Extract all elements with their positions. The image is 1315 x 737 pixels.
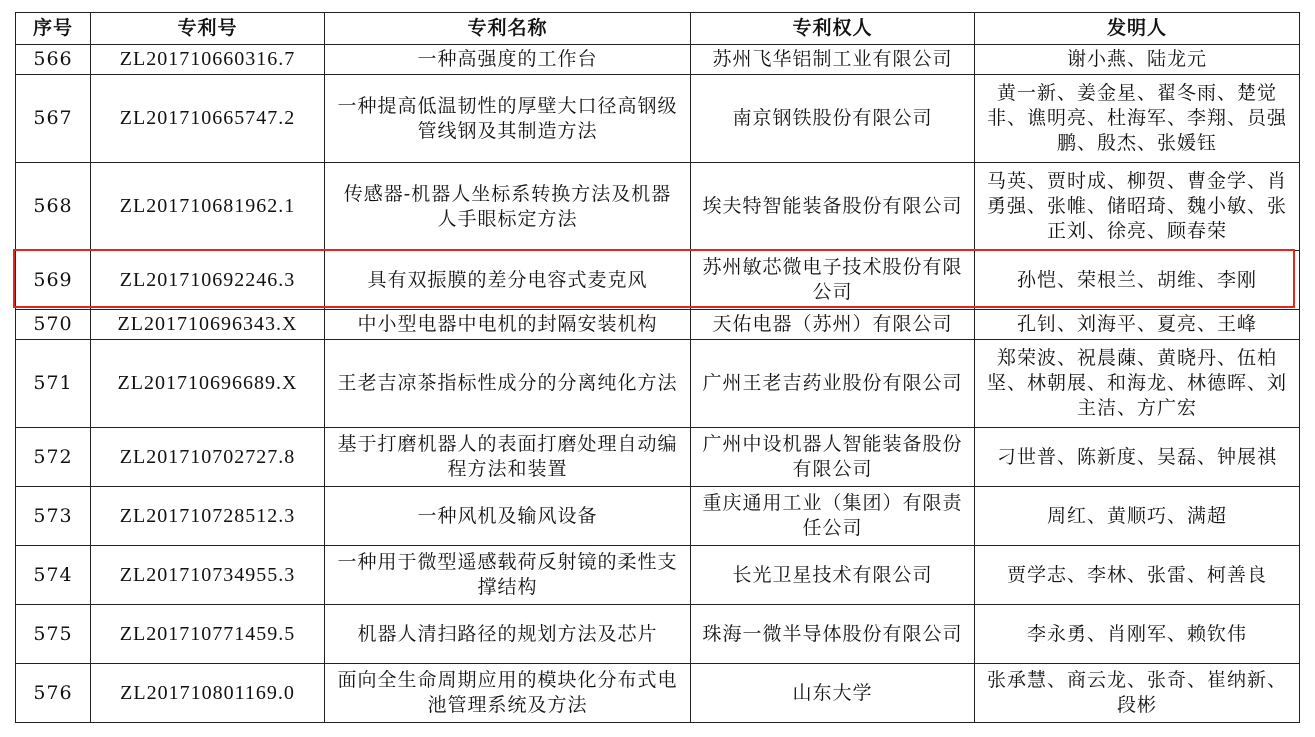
table-row: [16, 487, 1300, 546]
row-patent-owner: 长光卫星技术有限公司: [691, 546, 975, 605]
header-patent-number: 专利号: [91, 13, 325, 45]
row-patent-number: ZL201710801169.0: [91, 664, 325, 723]
row-patent-owner: 苏州飞华铝制工业有限公司: [691, 45, 975, 75]
row-patent-number: ZL201710681962.1: [91, 163, 325, 251]
row-patent-title: 具有双振膜的差分电容式麦克风: [325, 251, 691, 310]
header-patent-owner: 专利权人: [691, 13, 975, 45]
row-patent-title: 一种提高低温韧性的厚壁大口径高钢级管线钢及其制造方法: [325, 75, 691, 163]
row-index: 569: [16, 251, 91, 310]
row-patent-title: 一种用于微型遥感载荷反射镜的柔性支撑结构: [325, 546, 691, 605]
row-index: 574: [16, 546, 91, 605]
row-index: 568: [16, 163, 91, 251]
row-inventors: 刁世普、陈新度、吴磊、钟展祺: [975, 428, 1300, 487]
header-index: 序号: [16, 13, 91, 45]
table-row: [16, 428, 1300, 487]
table-row: [16, 546, 1300, 605]
row-patent-owner: 天佑电器（苏州）有限公司: [691, 310, 975, 340]
row-patent-title: 传感器-机器人坐标系转换方法及机器人手眼标定方法: [325, 163, 691, 251]
row-patent-title: 一种风机及输风设备: [325, 487, 691, 546]
table-row: [16, 605, 1300, 664]
row-inventors: 张承慧、商云龙、张奇、崔纳新、段彬: [975, 664, 1300, 723]
row-index: 575: [16, 605, 91, 664]
row-patent-number: ZL201710702727.8: [91, 428, 325, 487]
table-row: [16, 310, 1300, 340]
row-patent-title: 中小型电器中电机的封隔安装机构: [325, 310, 691, 340]
row-patent-number: ZL201710728512.3: [91, 487, 325, 546]
row-index: 573: [16, 487, 91, 546]
row-patent-owner: 山东大学: [691, 664, 975, 723]
row-patent-number: ZL201710734955.3: [91, 546, 325, 605]
row-patent-title: 机器人清扫路径的规划方法及芯片: [325, 605, 691, 664]
row-inventors: 谢小燕、陆龙元: [975, 45, 1300, 75]
row-index: 566: [16, 45, 91, 75]
row-index: 567: [16, 75, 91, 163]
row-inventors: 孙恺、荣根兰、胡维、李刚: [975, 251, 1300, 310]
row-inventors: 黄一新、姜金星、翟冬雨、楚觉非、谯明亮、杜海军、李翔、员强鹏、殷杰、张媛钰: [975, 75, 1300, 163]
header-row: [16, 13, 1300, 45]
row-patent-number: ZL201710696689.X: [91, 340, 325, 428]
row-index: 570: [16, 310, 91, 340]
row-index: 576: [16, 664, 91, 723]
row-index: 572: [16, 428, 91, 487]
row-patent-number: ZL201710771459.5: [91, 605, 325, 664]
row-patent-number: ZL201710665747.2: [91, 75, 325, 163]
row-patent-number: ZL201710696343.X: [91, 310, 325, 340]
table-row: [16, 664, 1300, 723]
row-patent-title: 基于打磨机器人的表面打磨处理自动编程方法和装置: [325, 428, 691, 487]
table-row: [16, 45, 1300, 75]
table-row: [16, 340, 1300, 428]
row-inventors: 郑荣波、祝晨蔯、黄晓丹、伍柏坚、林朝展、和海龙、林德晖、刘主洁、方广宏: [975, 340, 1300, 428]
row-patent-owner: 南京钢铁股份有限公司: [691, 75, 975, 163]
row-index: 571: [16, 340, 91, 428]
row-patent-owner: 埃夫特智能装备股份有限公司: [691, 163, 975, 251]
row-patent-number: ZL201710692246.3: [91, 251, 325, 310]
table-row: [16, 251, 1300, 310]
patent-table: [15, 12, 1300, 723]
row-patent-owner: 重庆通用工业（集团）有限责任公司: [691, 487, 975, 546]
row-inventors: 贾学志、李林、张雷、柯善良: [975, 546, 1300, 605]
table-row: [16, 163, 1300, 251]
header-inventors: 发明人: [975, 13, 1300, 45]
row-patent-title: 面向全生命周期应用的模块化分布式电池管理系统及方法: [325, 664, 691, 723]
row-patent-number: ZL201710660316.7: [91, 45, 325, 75]
row-patent-owner: 广州王老吉药业股份有限公司: [691, 340, 975, 428]
row-patent-owner: 苏州敏芯微电子技术股份有限公司: [691, 251, 975, 310]
row-inventors: 孔钊、刘海平、夏亮、王峰: [975, 310, 1300, 340]
row-patent-owner: 珠海一微半导体股份有限公司: [691, 605, 975, 664]
row-inventors: 李永勇、肖刚军、赖钦伟: [975, 605, 1300, 664]
row-patent-title: 王老吉凉茶指标性成分的分离纯化方法: [325, 340, 691, 428]
row-patent-title: 一种高强度的工作台: [325, 45, 691, 75]
row-inventors: 马英、贾时成、柳贺、曹金学、肖勇强、张帷、储昭琦、魏小敏、张正刘、徐亮、顾春荣: [975, 163, 1300, 251]
row-patent-owner: 广州中设机器人智能装备股份有限公司: [691, 428, 975, 487]
table-row: [16, 75, 1300, 163]
header-patent-title: 专利名称: [325, 13, 691, 45]
row-inventors: 周红、黄顺巧、满超: [975, 487, 1300, 546]
